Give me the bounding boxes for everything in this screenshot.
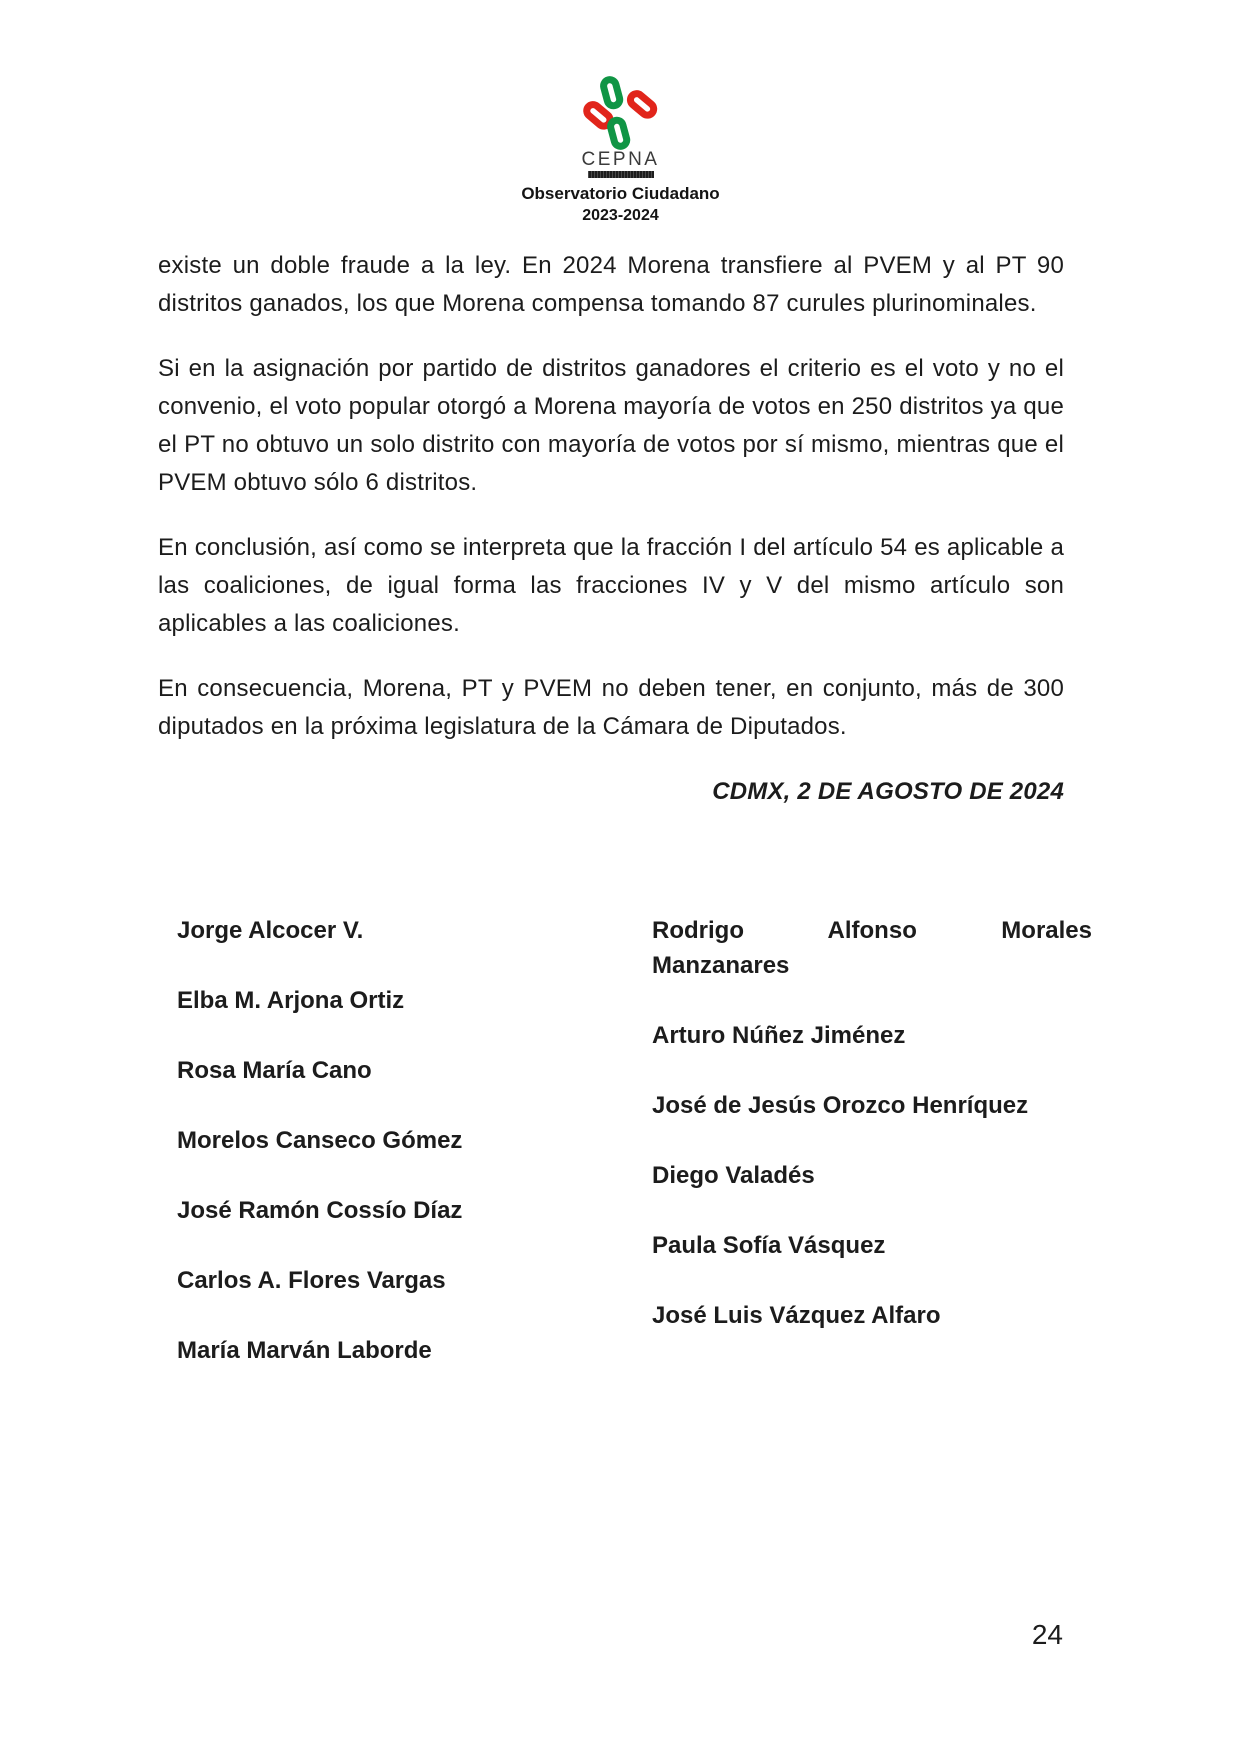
signatory-name-line: Manzanares	[652, 952, 790, 979]
body-paragraph-4: En consecuencia, Morena, PT y PVEM no deben tener, en conjunto, más de 300 diputados en la próxima legislatura de la Cámara de Diputados.	[158, 675, 1064, 740]
header	[0, 0, 1241, 224]
cepna-chain-icon	[582, 70, 660, 156]
chain-link-green-bottom	[609, 119, 628, 148]
body-paragraph-3: En conclusión, así como se interpreta que la fracción I del artículo 54 es aplicable a las coaliciones, de igual forma las fracciones IV y V del mismo artículo son aplicables a las coaliciones.	[158, 534, 1064, 637]
signatory-name: José Luis Vázquez Alfaro	[652, 1302, 941, 1329]
signatory-name: Elba M. Arjona Ortiz	[177, 987, 405, 1014]
signatory-name: Carlos A. Flores Vargas	[177, 1267, 446, 1294]
chain-link-red-right	[627, 91, 655, 118]
signatory-name-line: Rodrigo Alfonso Morales	[652, 917, 1092, 944]
signatory-name	[652, 913, 1092, 983]
document-body	[158, 247, 1092, 1403]
org-name: Observatorio Ciudadano	[521, 184, 720, 203]
chain-link-green-top	[602, 78, 621, 107]
signatory-name: José de Jesús Orozco Henríquez	[652, 1092, 1029, 1119]
signatory-name: José Ramón Cossío Díaz	[177, 1197, 463, 1224]
signatory-name: María Marván Laborde	[177, 1337, 432, 1364]
signatory-name: Diego Valadés	[652, 1162, 815, 1189]
page-number: 24	[1031, 1619, 1063, 1650]
signatory-name: Morelos Canseco Gómez	[177, 1127, 463, 1154]
signatory-name: Jorge Alcocer V.	[177, 917, 364, 944]
signatories-right-column	[652, 913, 1092, 1403]
signatories-section	[158, 913, 1092, 1403]
body-paragraph-2: Si en la asignación por partido de distritos ganadores el criterio es el voto y no el convenio, el voto popular otorgó a Morena mayoría de votos en 250 distritos ya que el PT no obtuvo un solo distrito con mayoría de votos por sí mismo, mientras que el PVEM obtuvo sólo 6 distritos.	[158, 355, 1064, 496]
org-period: 2023-2024	[582, 207, 659, 224]
logo-strip	[588, 171, 654, 178]
signatory-name: Paula Sofía Vásquez	[652, 1232, 886, 1259]
logo-wordmark: CEPNA	[581, 149, 660, 170]
signatory-name: Arturo Núñez Jiménez	[652, 1022, 906, 1049]
body-paragraph-1: existe un doble fraude a la ley. En 2024 Morena transfiere al PVEM y al PT 90 distritos ganados, los que Morena compensa tomando 87 curules plurinominales.	[158, 252, 1064, 317]
signatory-name: Rosa María Cano	[177, 1057, 372, 1084]
signatories-left-column	[158, 913, 588, 1403]
date-line: CDMX, 2 DE AGOSTO DE 2024	[712, 778, 1064, 805]
